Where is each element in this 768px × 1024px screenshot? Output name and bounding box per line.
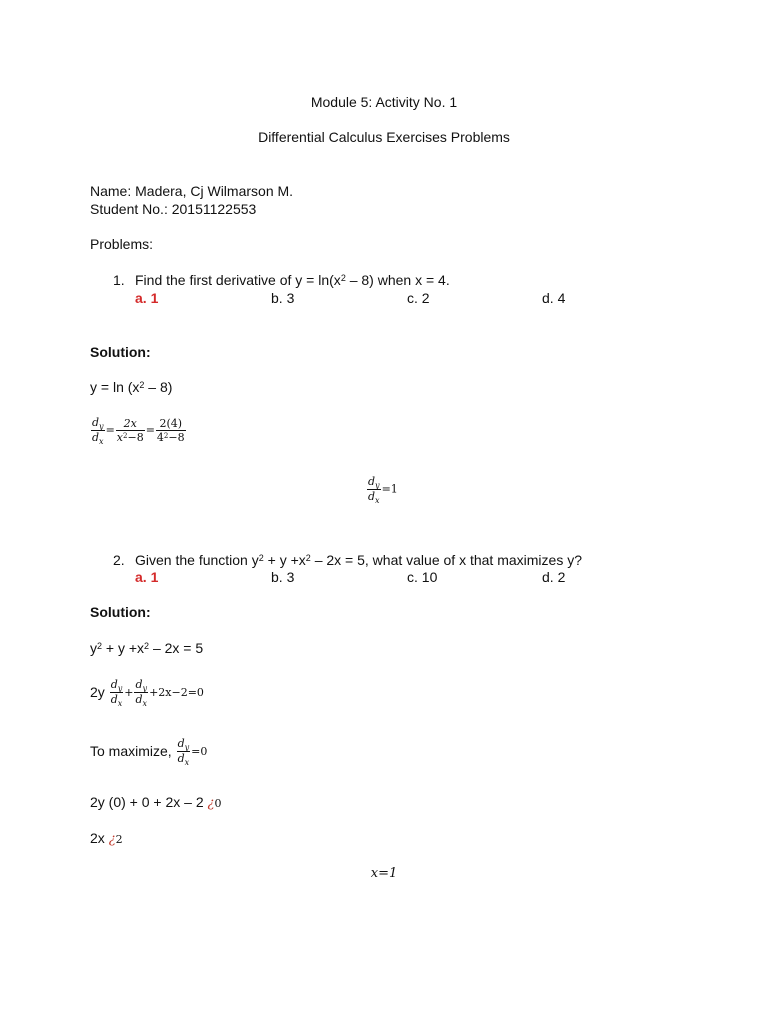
- problem-2-choice-b: b. 3: [271, 569, 295, 585]
- problem-1-result: $\frac{d_y}{d_x}$ =1: [368, 475, 398, 505]
- problem-2-final-answer: x=1: [370, 866, 398, 881]
- dy-dx-fraction: $\frac{d_y}{d_x}$: [368, 475, 380, 505]
- problem-2-equation-1: $y^2 + y +x^2 - 2x = 5$: [90, 640, 204, 656]
- problems-heading: Problems:: [90, 236, 154, 252]
- problem-1-question: Find the first derivative of $y = \ln(x^2 - 8)$ when x = 4.: [135, 272, 450, 288]
- problem-1-choice-c: c. 2: [407, 290, 430, 306]
- worksheet-title: Module 5: Activity No. 1: [310, 94, 458, 110]
- dy-dx-fraction: $\frac{d_y}{d_x}$: [110, 678, 123, 708]
- problem-2-equation-4: 2x ¿2: [90, 830, 123, 847]
- problem-2-choice-c: c. 10: [407, 569, 438, 585]
- problem-1-equation-2: $\frac{d_y}{d_x}$ = $\frac{2x}{x^2-8}$ = $\frac{2(4)}{4^2-8}$: [92, 416, 185, 446]
- student-number: Student No.: 20151122553: [90, 201, 257, 217]
- problem-1-choice-d: d. 4: [542, 290, 566, 306]
- problem-1-choice-b: b. 3: [271, 290, 295, 306]
- problem-1-equation-1: $y = \ln (x^2 - 8)$: [90, 379, 173, 395]
- problem-2-solution-heading: Solution:: [90, 604, 151, 620]
- fraction-2x-over-x2-minus-8: $\frac{2x}{x^2-8}$: [116, 417, 144, 444]
- dy-dx-fraction: $\frac{d_y}{d_x}$: [177, 737, 190, 767]
- worksheet-subtitle: Differential Calculus Exercises Problems: [258, 129, 510, 145]
- problem-2-choice-a: a. 1: [135, 569, 159, 585]
- problem-2-maximize-condition: To maximize, $\frac{d_y}{d_x}$ =0: [90, 737, 208, 767]
- problem-1-solution-heading: Solution:: [90, 344, 151, 360]
- problem-2-question: Given the function $y^2 + y +x^2 - 2x = 5$, what value of x that maximizes y?: [135, 552, 582, 568]
- problem-2-number: 2.: [113, 552, 125, 568]
- fraction-substituted: $\frac{2(4)}{4^2-8}$: [156, 417, 185, 444]
- dy-dx-fraction: $\frac{d_y}{d_x}$: [135, 678, 148, 708]
- student-name: Name: Madera, Cj Wilmarson M.: [90, 183, 294, 199]
- problem-2-equation-3: 2y (0) + 0 + 2x – 2 ¿0: [90, 794, 222, 811]
- problem-2-equation-2: 2y $\frac{d_y}{d_x}$ + $\frac{d_y}{d_x}$ +2x−2=0: [90, 678, 204, 708]
- problem-1-choice-a: a. 1: [135, 290, 159, 306]
- unknown-glyph: ¿: [108, 832, 116, 847]
- problem-2-choice-d: d. 2: [542, 569, 566, 585]
- unknown-glyph: ¿: [207, 796, 215, 811]
- problem-1-number: 1.: [113, 272, 125, 288]
- dy-dx-fraction: $\frac{d_y}{d_x}$: [92, 416, 104, 446]
